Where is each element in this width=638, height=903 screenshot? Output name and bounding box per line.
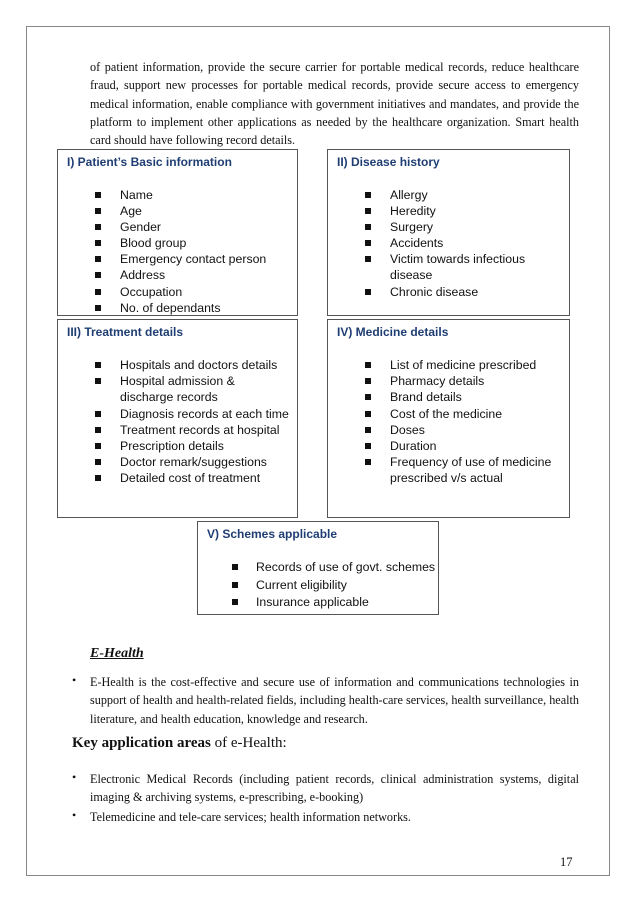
square-bullet-icon <box>365 362 371 368</box>
square-bullet-icon <box>95 240 101 246</box>
square-bullet-icon <box>365 459 371 465</box>
bullet-icon: • <box>72 808 77 822</box>
square-bullet-icon <box>365 378 371 384</box>
key-areas-heading-rest: of e-Health: <box>210 735 287 751</box>
list-item: Detailed cost of treatment <box>58 470 297 486</box>
ehealth-definition: E-Health is the cost-effective and secure use of information and communications technologies in support of health and health-related fields, including health-care services, health surveillance, health literature, and health education, knowledge and research. <box>90 675 579 726</box>
square-bullet-icon <box>95 272 101 278</box>
list-item: Hospital admission & discharge records <box>58 373 297 405</box>
list-item: Blood group <box>58 235 266 251</box>
list-item: Age <box>58 203 266 219</box>
list-item: Frequency of use of medicine prescribed v/s actual <box>328 454 569 486</box>
list-item: List of medicine prescribed <box>328 357 569 373</box>
box-title: III) Treatment details <box>67 325 184 339</box>
key-area-item: Electronic Medical Records (including patient records, clinical administration systems, digital imaging & archiving systems, e-prescribing, e-booking) <box>90 772 579 805</box>
square-bullet-icon <box>365 427 371 433</box>
square-bullet-icon <box>365 411 371 417</box>
box-title: II) Disease history <box>337 155 440 169</box>
square-bullet-icon <box>365 256 371 262</box>
list-item: Chronic disease <box>328 284 569 300</box>
list-item: Prescription details <box>58 438 297 454</box>
square-bullet-icon <box>95 378 101 384</box>
square-bullet-icon <box>365 394 371 400</box>
square-bullet-icon <box>95 224 101 230</box>
list-item: Doctor remark/suggestions <box>58 454 297 470</box>
list-item: Surgery <box>328 219 569 235</box>
list-item: Doses <box>328 422 569 438</box>
list-item: Insurance applicable <box>198 594 435 612</box>
square-bullet-icon <box>95 289 101 295</box>
list-item: Duration <box>328 438 569 454</box>
square-bullet-icon <box>232 564 238 570</box>
square-bullet-icon <box>95 208 101 214</box>
square-bullet-icon <box>365 240 371 246</box>
square-bullet-icon <box>365 289 371 295</box>
bullet-icon: • <box>72 770 77 784</box>
square-bullet-icon <box>365 208 371 214</box>
square-bullet-icon <box>95 443 101 449</box>
square-bullet-icon <box>95 256 101 262</box>
square-bullet-icon <box>365 443 371 449</box>
medicine-details-box <box>327 319 570 518</box>
list-item: Pharmacy details <box>328 373 569 389</box>
key-areas-heading <box>72 735 287 752</box>
square-bullet-icon <box>95 475 101 481</box>
list-item: Heredity <box>328 203 569 219</box>
page-number: 17 <box>560 855 573 869</box>
patient-basic-info-box <box>57 149 298 316</box>
list-item: Hospitals and doctors details <box>58 357 297 373</box>
item-list <box>58 187 266 316</box>
list-item: Treatment records at hospital <box>58 422 297 438</box>
list-item: No. of dependants <box>58 300 266 316</box>
item-list <box>58 357 297 487</box>
list-item: Diagnosis records at each time <box>58 406 297 422</box>
list-item: Records of use of govt. schemes <box>198 559 435 577</box>
list-item: Current eligibility <box>198 577 435 595</box>
list-item: Accidents <box>328 235 569 251</box>
bullet-icon: • <box>72 673 77 687</box>
square-bullet-icon <box>95 459 101 465</box>
schemes-applicable-box <box>197 521 439 615</box>
square-bullet-icon <box>365 224 371 230</box>
item-list <box>198 559 435 612</box>
list-item: Address <box>58 267 266 283</box>
square-bullet-icon <box>365 192 371 198</box>
list-item: Brand details <box>328 389 569 405</box>
item-list <box>328 357 569 487</box>
list-item: Allergy <box>328 187 569 203</box>
square-bullet-icon <box>232 582 238 588</box>
square-bullet-icon <box>232 599 238 605</box>
list-item: Gender <box>58 219 266 235</box>
box-title: I) Patient’s Basic information <box>67 155 232 169</box>
ehealth-heading: E-Health <box>90 646 144 661</box>
key-areas-heading-bold: Key application areas <box>72 735 211 751</box>
list-item: Victim towards infectious disease <box>328 251 569 283</box>
key-area-item: Telemedicine and tele-care services; health information networks. <box>90 810 411 824</box>
disease-history-box <box>327 149 570 316</box>
box-title: V) Schemes applicable <box>207 527 338 541</box>
intro-paragraph: of patient information, provide the secure carrier for portable medical records, reduce healthcare fraud, support new processes for portable medical records, provide secure access to emergency medical information, enable compliance with government initiatives and mandates, and provide the platform to implement other applications as needed by the healthcare organization. Smart health card should have following record details. <box>90 60 579 148</box>
list-item: Emergency contact person <box>58 251 266 267</box>
treatment-details-box <box>57 319 298 518</box>
list-item: Cost of the medicine <box>328 406 569 422</box>
item-list <box>328 187 569 300</box>
square-bullet-icon <box>95 427 101 433</box>
square-bullet-icon <box>95 362 101 368</box>
square-bullet-icon <box>95 305 101 311</box>
box-title: IV) Medicine details <box>337 325 449 339</box>
square-bullet-icon <box>95 192 101 198</box>
list-item: Name <box>58 187 266 203</box>
square-bullet-icon <box>95 411 101 417</box>
list-item: Occupation <box>58 284 266 300</box>
